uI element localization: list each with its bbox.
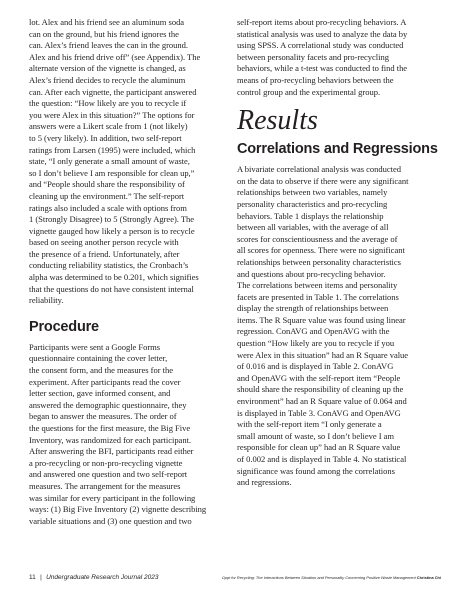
text-line: reliability. [29,295,64,306]
text-line: behaviors. Table 1 displays the relationship [237,210,384,221]
text-line: alpha was determined to be 0.201, which signifies [29,272,199,283]
text-line: vignette gauged how likely a person is to recycle [29,225,195,236]
text-line: and regressions. [237,477,292,488]
text-line: you were Alex in this situation?” The options for [29,109,195,120]
text-line: ratings also included a scale with options from [29,202,187,213]
text-line: between all variables, with the average of all [237,222,389,233]
text-line: control group and the experimental group. [237,86,381,97]
text-line: small amount of waste, so I don’t believe I am [237,430,395,441]
text-line: of 0.002 and is displayed in Table 4. No statistical [237,454,407,464]
text-line: and questions about pro-recycling behavior. [237,268,386,279]
text-line: regression. ConAVG and OpenAVG with the [237,326,390,337]
text-line: can on the ground, but his friend ignores the [29,28,179,39]
text-line: the question: “How likely are you to recycle if [29,98,187,109]
text-line: a pro-recycling or non-pro-recycling vignette [29,457,183,468]
running-title [222,573,441,583]
text-line: conducting reliability statistics, the Cronbach’s [29,260,189,271]
text-line: responsible for clean up” had an R Square value [237,442,401,453]
text-line: cleaning up the environment.” The self-report [29,190,185,201]
right-column [237,17,436,489]
correlations-heading: Correlations and Regressions [237,141,438,158]
text-line: Alex and his friend drive off” (see Appendix). The [29,51,201,62]
text-line: 1 (Strongly Disagree) to 5 (Strongly Agree). The [29,214,195,225]
text-line: alternate version of the vignette is changed, as [29,63,186,74]
text-line: on the data to observe if there were any significant [237,175,409,186]
intro-paragraph [29,17,228,307]
text-line: relationships between two variables, namely [237,187,388,198]
left-column [29,17,228,527]
text-line: environment” had an R Square value of 0.064 and [237,396,407,407]
text-line: letter section, gave informed consent, and [29,388,171,399]
text-line: answers were a Likert scale from 1 (not likely) [29,121,188,132]
text-line: variable situations and (3) one question and two [29,515,192,526]
text-line: the consent form, and the measures for the [29,365,173,376]
article-title: Oppt for Recycling: The Interactions Between Situation and Personality Concerning Positive Waste Management [221,575,416,580]
text-line: After answering the BFI, participants read either [29,446,194,457]
text-line: so I don’t believe I am responsible for clean up,” [29,167,195,178]
text-line: to 5 (very likely). In addition, two self-report [29,132,182,143]
results-heading: Results [237,105,318,137]
text-line: using SPSS. A correlational study was conducted [237,40,404,51]
text-line: can. Alex’s friend leaves the can in the ground. [29,40,188,51]
page-number: 11 [29,574,36,581]
text-line: items. The R Square value was found using linear [237,314,406,325]
text-line: is displayed in Table 3. ConAVG and OpenAVG [237,407,401,418]
text-line: personality characteristics and pro-recycling [237,198,388,209]
text-line: Participants were sent a Google Forms [29,341,161,352]
text-line: A bivariate correlational analysis was conducted [237,164,401,175]
text-line: were Alex in this situation” had an R Square value [237,349,409,360]
text-line: measures. The arrangement for the measures [29,480,181,491]
text-line: questionnaire containing the cover letter, [29,353,168,364]
text-line: the presence of a friend. Unfortunately, after [29,248,180,259]
text-line: began to answer the measures. The order of [29,411,177,422]
method-paragraph [237,17,436,98]
text-line: experiment. After participants read the cover [29,376,181,387]
text-line: and OpenAVG with the self-report item “People [237,372,401,383]
text-line: significance was found among the correlations [237,465,395,476]
author-name: Christina Chi [416,575,441,580]
correlations-paragraph [237,164,436,489]
text-line: can. After each vignette, the participant answered [29,86,197,97]
footer-separator: | [40,574,42,581]
text-line: scores for conscientiousness and the average of [237,233,398,244]
text-line: with the self-report item “I only generate a [237,419,382,430]
text-line: display the strength of relationships between [237,303,389,314]
text-line: self-report items about pro-recycling behaviors. A [237,17,407,27]
text-line: ratings from Larsen (1995) were included, which [29,144,196,155]
text-line: The correlations between items and personality [237,280,398,291]
procedure-paragraph [29,342,228,528]
page-footer [29,573,441,583]
procedure-heading: Procedure [29,318,99,335]
text-line: of 0.016 and is displayed in Table 2. ConAVG [237,361,394,372]
text-line: lot. Alex and his friend see an aluminum soda [29,17,185,27]
text-line: was similar for every participant in the following [29,492,196,503]
text-line: state, “I only generate a small amount of waste, [29,156,190,167]
text-line: question “How likely are you to recycle if you [237,338,395,349]
journal-name: Undergraduate Research Journal 2023 [46,574,159,581]
text-line: Alex’s friend decides to recycle the aluminum [29,74,186,85]
text-line: all scores for openness. There were no significant [237,245,405,256]
text-line: that the questions do not have consistent internal [29,283,194,294]
text-line: between personality facets and pro-recycling [237,51,389,62]
text-line: answered the demographic questionnaire, they [29,399,187,410]
text-line: facets are presented in Table 1. The correlations [237,291,399,302]
text-line: means of pro-recycling behaviors between the [237,74,394,85]
text-line: statistical analysis was used to analyze the data by [237,28,408,39]
text-line: behaviors, while a t-test was conducted to find the [237,63,408,74]
text-line: relationships between personality characteristics [237,256,401,267]
text-line: based on seeing another person recycle with [29,237,179,248]
text-line: Inventory, was randomized for each participant. [29,434,192,445]
text-line: should share the responsibility of cleaning up the [237,384,404,395]
text-line: the questions for the first measure, the Big Five [29,423,191,433]
text-line: and “People should share the responsibility of [29,179,185,190]
text-line: and answered one question and two self-report [29,469,188,480]
text-line: ways: (1) Big Five Inventory (2) vignette describing [29,504,207,515]
